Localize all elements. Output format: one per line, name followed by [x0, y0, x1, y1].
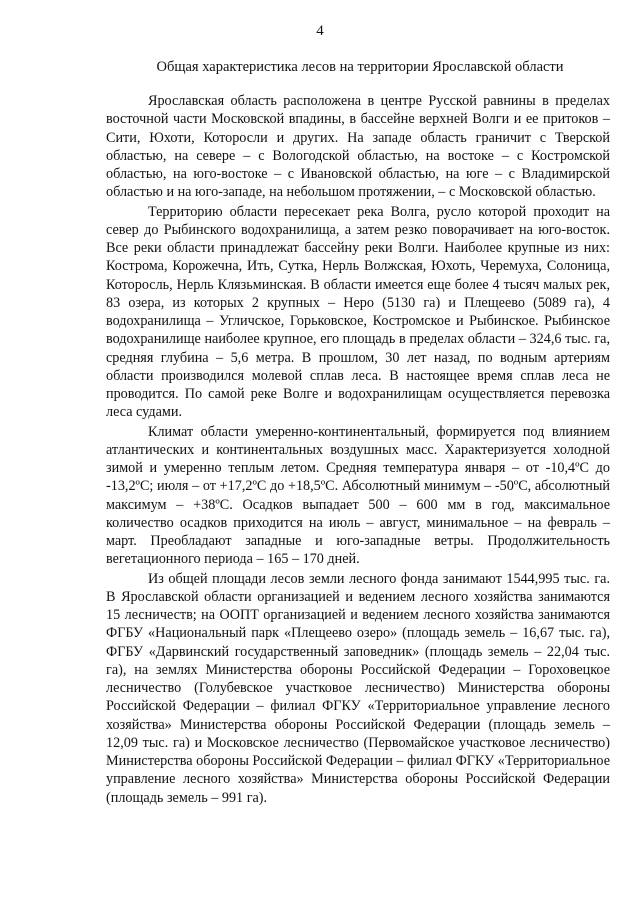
paragraph-rivers: Территорию области пересекает река Волга, русло которой проходит на север до Рыбинского водохранилища, а затем резко поворачивает на юго-восток. Все реки области принадлежат бассейну реки Волги. Наиболее крупные из них: Кострома, Корожечна, Ить, Сутка, Нерль Волжская, Юхоть, Черемуха, Солоница, Которосль, Нерль Клязьминская. В области имеется еще более 4 тысяч малых рек, 83 озера, из которых 2 крупных – Неро (5130 га) и Плещеево (5089 га), 4 водохранилища – Угличское, Горьковское, Костромское и Рыбинское. Рыбинское водохранилище наиболее крупное, его площадь в пределах области – 324,6 тыс. га, средняя глубина – 5,6 метра. В прошлом, 30 лет назад, по водным артериям области производился молевой сплав леса. В настоящее время сплав леса не проводится. По самой реке Волге и водохранилищам осуществляется перевозка леса судами.: [106, 203, 610, 421]
paragraph-location: Ярославская область расположена в центре Русской равнины в пределах восточной части Московской впадины, в бассейне верхней Волги и ее притоков – Сити, Юхоти, Которосли и других. На западе область граничит с Тверской областью, на севере – с Вологодской областью, на востоке – с Костромской областью, на юго-востоке – с Ивановской областью, на юге – с Владимирской областью и на юго-западе, на небольшом протяжении, – с Московской областью.: [106, 93, 610, 201]
paragraph-climate: Климат области умеренно-континентальный, формируется под влиянием атлантических и континентальных воздушных масс. Характеризуется холодной зимой и умеренно теплым летом. Средняя температура января – от -10,4ºС до -13,2ºС; июля – от +17,2ºС до +18,5ºС. Абсолютный минимум – -50ºС, абсолютный максимум – +38ºС. Осадков выпадает 500 – 600 мм в год, максимальное количество осадков приходится на июль – август, минимальное – на февраль – март. Преобладают западные и юго-западные ветры. Продолжительность вегетационного периода – 165 – 170 дней.: [106, 423, 610, 568]
paragraph-forestry: Из общей площади лесов земли лесного фонда занимают 1544,995 тыс. га. В Ярославской области организацией и ведением лесного хозяйства занимаются 15 лесничеств; на ООПТ организацией и ведением лесного хозяйства занимаются ФГБУ «Национальный парк «Плещеево озеро» (площадь земель – 16,67 тыс. га), ФГБУ «Дарвинский государственный заповедник» (площадь земель – 22,04 тыс. га), на землях Министерства обороны Российской Федерации – Гороховецкое лесничество (Голубевское участковое лесничество) Министерства обороны Российской Федерации – филиал ФГКУ «Территориальное управление лесного хозяйства» Министерства обороны Российской Федерации (площадь земель – 12,09 тыс. га) и Московское лесничество (Первомайское участковое лесничество) Министерства обороны Российской Федерации – филиал ФГКУ «Территориальное управление лесного хозяйства» Министерства обороны Российской Федерации (площадь земель – 991 га).: [106, 570, 610, 806]
document-body: [106, 92, 610, 807]
page-number: 4: [316, 23, 324, 39]
page-title: Общая характеристика лесов на территории Ярославской области: [156, 59, 564, 75]
